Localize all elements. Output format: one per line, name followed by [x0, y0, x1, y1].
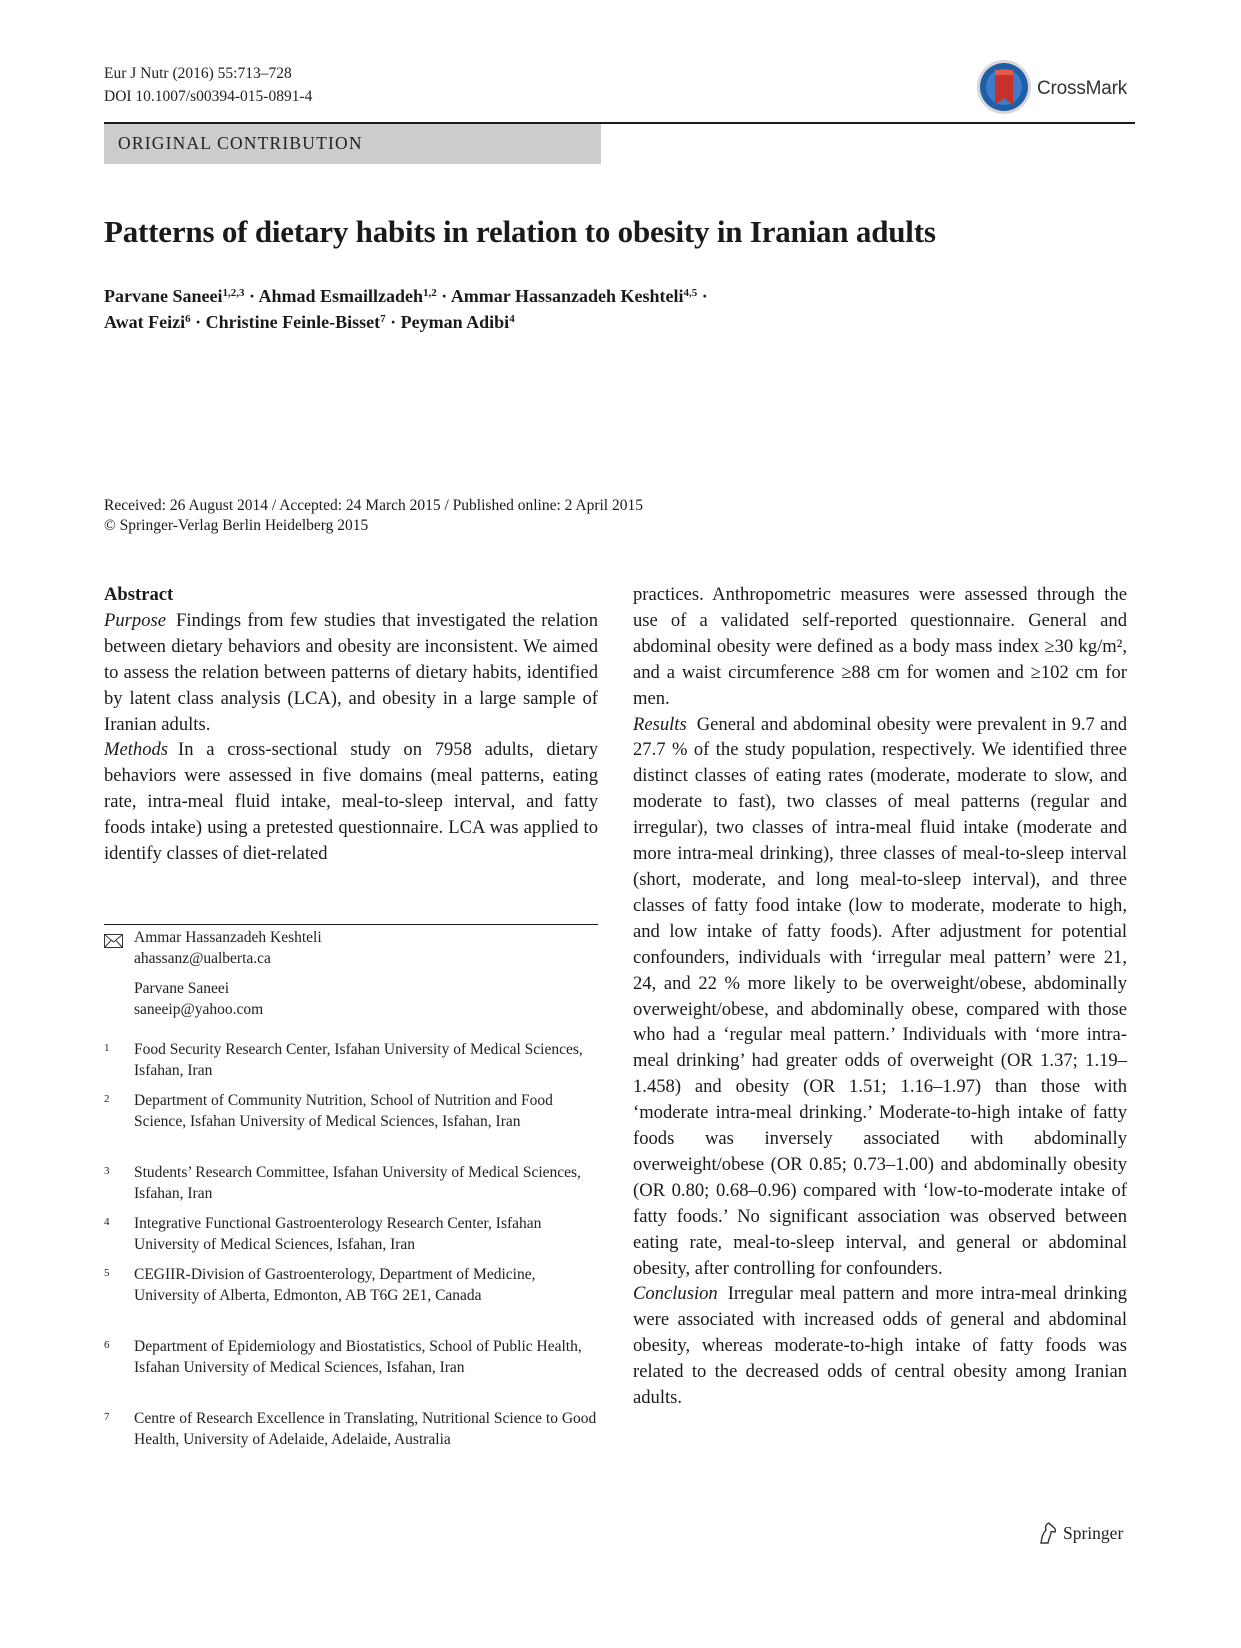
affiliation-item	[0, 1337, 620, 1399]
abstract-conclusion	[633, 1281, 1127, 1411]
purpose-text: Findings from few studies that investigated the relation between dietary behaviors and obesity are inconsistent. We aimed to assess the relation between patterns of dietary habits, identified by latent class analysis (LCA), and obesity in a large sample of Iranian adults.	[104, 609, 598, 735]
author-affiliation-ref: 6	[185, 313, 191, 325]
results-text: General and abdominal obesity were prevalent in 9.7 and 27.7 % of the study population, respectively. We identified three distinct classes of eating rates (moderate, moderate to slow, and moderate to fast), two classes of meal patterns (regular and irregular), two classes of intra-meal fluid intake (moderate and more intra-meal drinking), three classes of meal-to-sleep interval (short, moderate, and long meal-to-sleep interval), and three classes of fatty food intake (low to moderate, moderate to high, and low intake of fatty foods). After adjustment for potential confounders, individuals with ‘irregular meal pattern’ were 21, 24, and 22 % more likely to be overweight/obese, abdominally overweight/obese, and abdominally obese, compared with those who had a ‘regular meal pattern.’ Individuals with ‘more intra-meal drinking’ had greater odds of overweight (OR 1.37; 1.19–1.458) and obesity (OR 1.51; 1.16–1.97) than those with ‘moderate intra-meal drinking.’ Moderate-to-high intake of fatty foods was inversely associated with abdominally overweight/obese (OR 0.85; 0.73–1.00) and abdominally obesity (OR 0.80; 0.68–0.96) compared with ‘low-to-moderate intake of fatty foods.’ No significant association was observed between eating rate, meal-to-sleep interval, and general or abdominal obesity, after controlling for confounders.	[633, 713, 1127, 1279]
author-line-2	[104, 310, 515, 334]
affiliation-number: 6	[104, 1339, 110, 1351]
affiliation-text: Food Security Research Center, Isfahan University of Medical Sciences, Isfahan, Iran	[134, 1041, 583, 1079]
affiliation-item	[0, 1265, 620, 1327]
methods-text-part-1: In a cross-sectional study on 7958 adults, dietary behaviors were assessed in five domains (meal patterns, eating rate, intra-meal fluid intake, meal-to-sleep interval, and fatty foods intake) using a pretested questionnaire. LCA was applied to identify classes of diet-related	[104, 739, 598, 865]
affiliation-item	[0, 1214, 620, 1256]
author-name[interactable]: Christine Feinle-Bisset	[205, 312, 381, 332]
contact-name: Parvane Saneei	[134, 980, 230, 997]
publication-history: Received: 26 August 2014 / Accepted: 24 March 2015 / Published online: 2 April 2015	[104, 497, 643, 514]
abstract-heading: Abstract	[104, 584, 174, 605]
abstract-results	[633, 712, 1127, 1282]
results-label: Results	[633, 713, 687, 735]
crossmark-label: CrossMark	[1037, 78, 1128, 99]
author-separator: ·	[697, 286, 708, 306]
purpose-label: Purpose	[104, 609, 166, 631]
author-name[interactable]: Peyman Adibi	[400, 312, 510, 332]
affiliation-text: Department of Community Nutrition, School of Nutrition and Food Science, Isfahan University of Medical Sciences, Isfahan, Iran	[134, 1092, 553, 1130]
affiliation-text: Students’ Research Committee, Isfahan University of Medical Sciences, Isfahan, Iran	[134, 1164, 581, 1202]
crossmark-badge[interactable]	[975, 58, 1135, 120]
contact-email[interactable]: saneeip@yahoo.com	[134, 1000, 264, 1018]
envelope-icon	[104, 934, 123, 948]
conclusion-label: Conclusion	[633, 1283, 718, 1305]
author-affiliation-ref: 1,2,3	[222, 287, 245, 299]
methods-label: Methods	[104, 739, 169, 761]
corresponding-author-2	[134, 979, 263, 1020]
author-name[interactable]: Ammar Hassanzadeh Keshteli	[450, 286, 684, 306]
affiliation-text: Centre of Research Excellence in Translating, Nutritional Science to Good Health, University of Adelaide, Adelaide, Australia	[134, 1410, 597, 1448]
correspondence-divider	[104, 924, 598, 925]
conclusion-text: Irregular meal pattern and more intra-meal drinking were associated with increased odds of general and abdominal obesity, whereas moderate-to-high intake of fatty foods was related to the decreased odds of central obesity among Iranian adults.	[633, 1283, 1127, 1409]
springer-horse-icon	[1037, 1521, 1059, 1545]
affiliation-text: Department of Epidemiology and Biostatistics, School of Public Health, Isfahan University of Medical Sciences, Isfahan, Iran	[134, 1338, 582, 1376]
affiliation-item	[0, 1040, 620, 1082]
affiliation-number: 7	[104, 1411, 110, 1423]
author-separator: ·	[436, 286, 451, 306]
abstract-right-column	[633, 582, 1127, 1411]
affiliation-text: Integrative Functional Gastroenterology Research Center, Isfahan University of Medical Sciences, Isfahan, Iran	[134, 1215, 542, 1253]
author-affiliation-ref: 4,5	[683, 287, 698, 299]
affiliation-number: 2	[104, 1093, 110, 1105]
affiliation-number: 3	[104, 1165, 110, 1177]
journal-citation: Eur J Nutr (2016) 55:713–728	[104, 65, 292, 82]
contact-email[interactable]: ahassanz@ualberta.ca	[134, 949, 271, 967]
corresponding-author-1	[134, 928, 322, 969]
doi[interactable]: DOI 10.1007/s00394-015-0891-4	[104, 88, 313, 105]
affiliation-number: 4	[104, 1216, 110, 1228]
author-separator: ·	[190, 312, 206, 332]
copyright: © Springer-Verlag Berlin Heidelberg 2015	[104, 517, 369, 534]
contact-name: Ammar Hassanzadeh Keshteli	[134, 929, 322, 946]
author-name[interactable]: Awat Feizi	[104, 312, 186, 332]
methods-text-part-2: practices. Anthropometric measures were assessed through the use of a validated self-reported questionnaire. General and abdominal obesity were defined as a body mass index ≥30 kg/m², and a waist circumference ≥88 cm for women and ≥102 cm for men.	[633, 584, 1127, 709]
author-separator: ·	[244, 286, 259, 306]
abstract-purpose	[104, 608, 598, 738]
author-affiliation-ref: 7	[380, 313, 386, 325]
abstract-methods	[104, 737, 598, 867]
author-name[interactable]: Ahmad Esmaillzadeh	[258, 286, 424, 306]
affiliation-number: 5	[104, 1267, 110, 1279]
affiliation-item	[0, 1163, 620, 1205]
publisher-name: Springer	[1063, 1523, 1124, 1543]
affiliation-text: CEGIIR-Division of Gastroenterology, Department of Medicine, University of Alberta, Edmonton, AB T6G 2E1, Canada	[134, 1266, 536, 1304]
affiliation-item	[0, 1091, 620, 1153]
author-name[interactable]: Parvane Saneei	[104, 286, 223, 306]
author-line-1	[104, 284, 708, 308]
article-title: Patterns of dietary habits in relation to obesity in Iranian adults	[104, 214, 936, 249]
crossmark-icon	[975, 58, 1033, 116]
author-affiliation-ref: 4	[509, 313, 515, 325]
author-separator: ·	[385, 312, 401, 332]
publisher-logo	[1037, 1521, 1124, 1547]
affiliation-item	[0, 1409, 620, 1471]
affiliation-number: 1	[104, 1042, 110, 1054]
author-affiliation-ref: 1,2	[423, 287, 437, 299]
section-label: ORIGINAL CONTRIBUTION	[118, 133, 363, 153]
abstract-left-column	[104, 582, 598, 867]
section-banner	[104, 124, 601, 164]
